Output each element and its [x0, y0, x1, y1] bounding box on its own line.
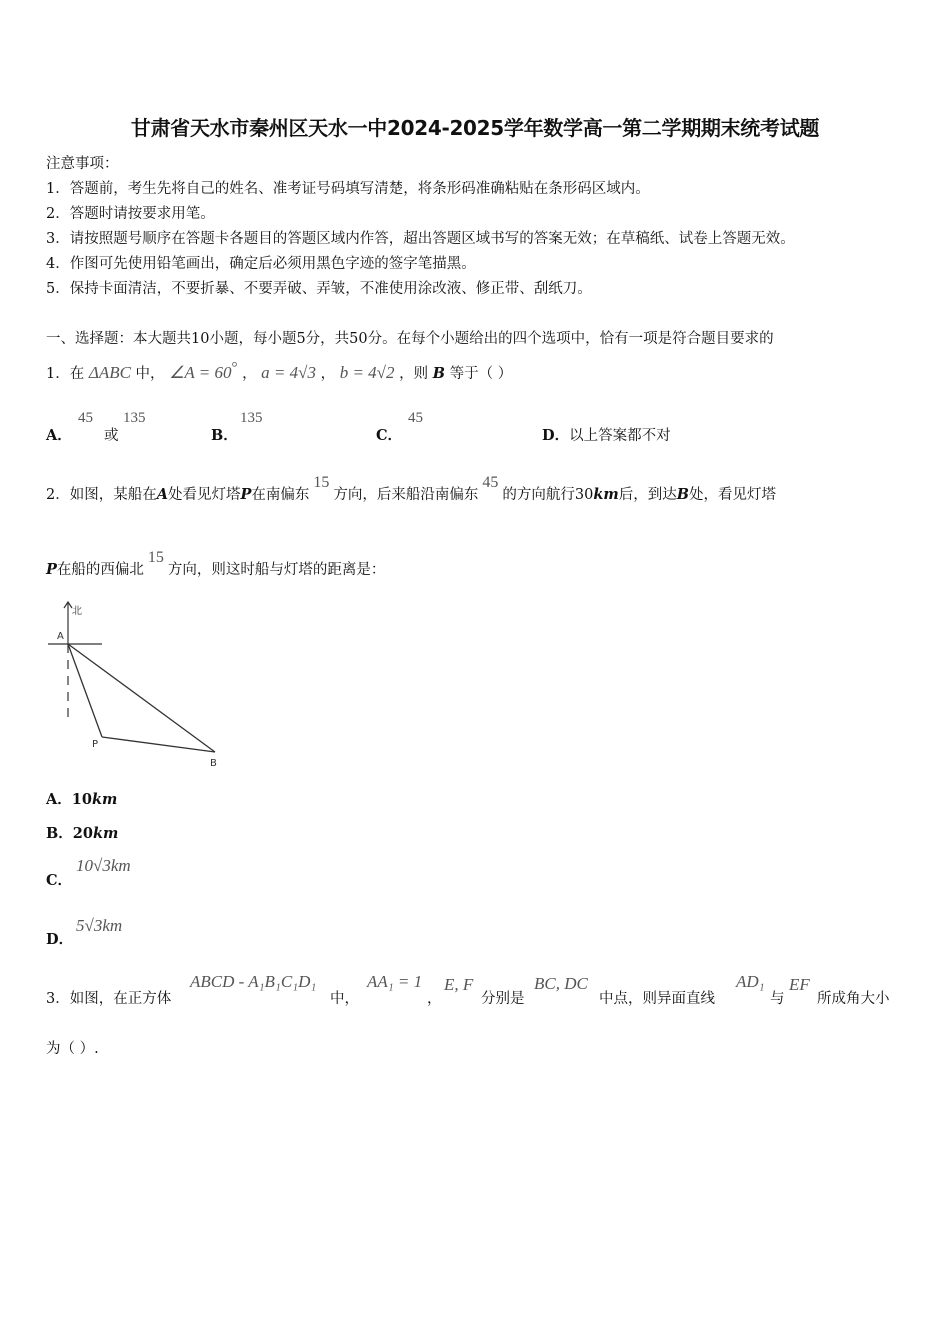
q1-text-5: 等于（ ） [449, 365, 513, 382]
q2-option-c-label[interactable]: C． [46, 872, 73, 889]
q2-line2-text-a: 在船的西偏北 [56, 562, 144, 578]
q1-option-d-value: 以上答案都不对 [569, 428, 671, 444]
north-label: 北 [72, 606, 82, 617]
q2-option-a[interactable] [46, 788, 117, 809]
q1-option-c-label[interactable]: C． [376, 427, 403, 444]
q3-line-2: 为（ ）. [46, 1041, 99, 1057]
q1-option-d-label: D． [542, 427, 570, 444]
q3-text-7: 所成角大小 [817, 991, 890, 1007]
note-item-2: 2．答题时请按要求用笔。 [46, 206, 215, 222]
q1-side-a: a = 4√3 [261, 362, 316, 382]
segment-AP [68, 644, 102, 737]
segment-AB [68, 644, 215, 752]
q3-aa1: AA₁ = 1 [367, 972, 423, 991]
q3-bcdc: BC, DC [534, 974, 588, 993]
q1-text-3: ， [320, 365, 336, 382]
q3-text-5: 中点，则异面直线 [599, 991, 715, 1007]
note-item-3: 3．请按照题号顺序在答题卡各题目的答题区域内作答，超出答题区域书写的答案无效；在草稿纸、试卷上答题无效。 [46, 231, 795, 247]
note-item-4: 4．作图可先使用铅笔画出，确定后必须用黑色字迹的签字笔描黑。 [46, 256, 476, 272]
q1-option-a[interactable] [46, 424, 72, 445]
q2-text-3: 在南偏东 [251, 487, 310, 503]
q2-line2-P: P [46, 561, 57, 578]
q2-text-7: 处，看见灯塔 [689, 487, 777, 503]
q1-text-1: 中， [135, 365, 165, 382]
q1-option-a-v1: 45 [78, 410, 93, 426]
q1-text-2: ， [242, 365, 257, 382]
q2-option-b-num: 20 [72, 825, 93, 842]
q1-B: B [432, 364, 445, 382]
q2-option-b[interactable] [46, 822, 118, 843]
q2-text-1: 2．如图，某船在 [46, 487, 157, 503]
page-title: 甘肃省天水市秦州区天水一中2024-2025学年数学高一第二学期期末统考试题 [130, 116, 820, 140]
q2-deg3: 15 [147, 549, 164, 566]
q1-option-c-value: 45 [408, 410, 423, 426]
question-2-line-1 [46, 474, 777, 504]
q2-deg2: 45 [482, 474, 499, 491]
q2-text-4: 方向，后来船沿南偏东 [333, 487, 479, 503]
notes-heading: 注意事项： [46, 156, 119, 172]
q3-ad1: AD₁ [736, 972, 765, 991]
q2-option-d-value: 5√3km [76, 916, 123, 935]
q1-text-4: ，则 [399, 365, 429, 382]
section-heading: 一、选择题：本大题共10小题，每小题5分，共50分。在每个小题给出的四个选项中，恰有一项是符合题目要求的 [46, 331, 774, 347]
q2-option-b-label: B． [46, 825, 73, 842]
q2-text-6: 后，到达 [618, 487, 677, 503]
q2-option-b-unit: km [92, 825, 119, 842]
q3-text-1: 3．如图，在正方体 [46, 991, 172, 1007]
q2-B: B [676, 486, 690, 503]
q1-text-num: 1．在 [46, 365, 85, 382]
q2-P: P [240, 486, 252, 503]
q1-option-a-label: A． [46, 427, 72, 444]
q2-option-d-label[interactable]: D． [46, 931, 74, 948]
q2-option-a-num: 10 [71, 791, 92, 808]
q2-deg1: 15 [313, 474, 330, 491]
question-2-line-2 [46, 549, 386, 579]
q1-angle: ∠A = 60 [169, 362, 232, 382]
q2-option-a-label: A． [46, 791, 72, 808]
question-1: 1．在 ΔABC 中， ∠A = 60° ， a = 4√3 ， b = 4√2 ，则 B 等于（ ） [46, 360, 513, 382]
point-P-label: P [92, 739, 99, 750]
note-item-1: 1．答题前，考生先将自己的姓名、准考证号码填写清楚，将条形码准确粘贴在条形码区域内。 [46, 181, 650, 197]
q1-option-b-label[interactable]: B． [211, 427, 238, 444]
q1-triangle: ΔABC [88, 362, 131, 382]
note-item-5: 5．保持卡面清洁，不要折暴、不要弄破、弄皱，不准使用涂改液、修正带、刮纸刀。 [46, 281, 592, 297]
q1-option-d[interactable] [542, 424, 671, 445]
q1-option-b-value: 135 [240, 410, 263, 426]
q1-option-a-v2: 135 [123, 410, 146, 426]
q3-text-3: ， [427, 991, 442, 1007]
q1-option-a-or: 或 [104, 428, 119, 444]
q2-option-c-value: 10√3km [76, 856, 131, 875]
q3-text-6: 与 [770, 991, 785, 1007]
q2-km: km [593, 486, 619, 503]
q2-text-2: 处看见灯塔 [168, 487, 241, 503]
q2-option-a-unit: km [91, 791, 118, 808]
point-B-label: B [210, 758, 217, 769]
q3-cube: ABCD - A₁B₁C₁D₁ [190, 972, 317, 991]
q3-text-4: 分别是 [481, 991, 525, 1007]
q3-ef: E, F [444, 975, 474, 994]
q1-side-b: b = 4√2 [339, 362, 395, 382]
q2-figure [40, 598, 230, 773]
q2-text-5: 的方向航行30 [502, 487, 594, 503]
q2-line2-text-b: 方向，则这时船与灯塔的距离是： [167, 562, 386, 578]
q3-ef2: EF [789, 975, 810, 994]
point-A-label: A [57, 631, 64, 642]
q2-A: A [156, 486, 168, 503]
q3-text-2: 中， [330, 991, 359, 1007]
